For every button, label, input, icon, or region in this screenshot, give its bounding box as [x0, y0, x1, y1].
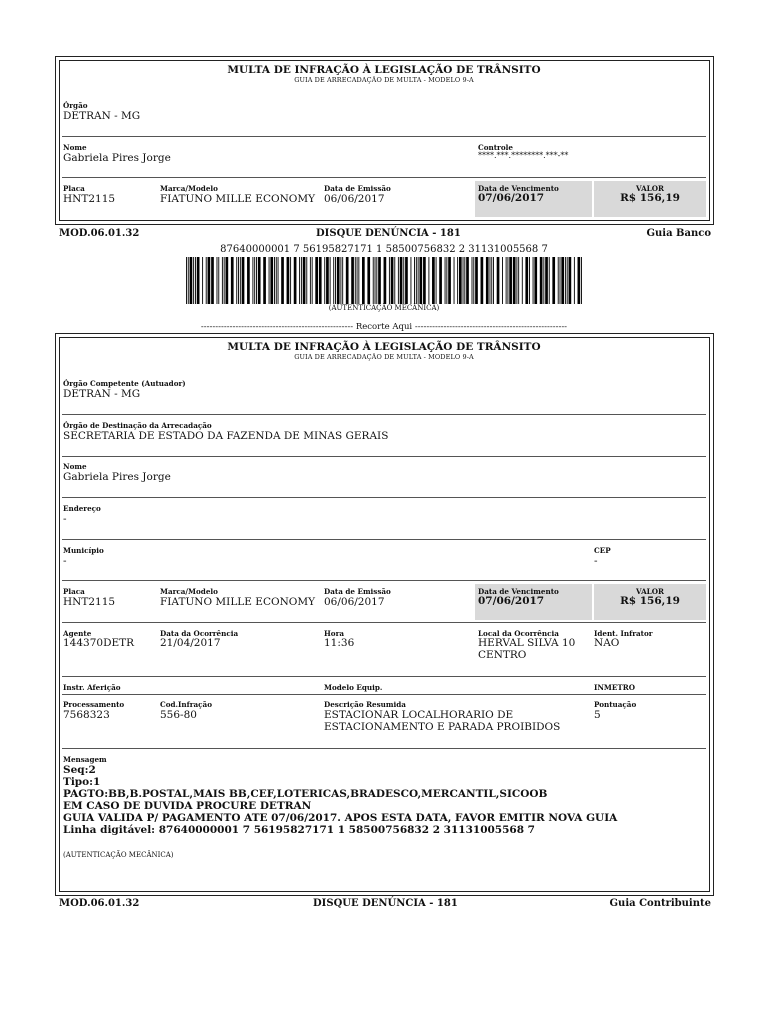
footer-banco-guia: Guia Banco — [646, 228, 711, 239]
bottom-marca-value: FIATUNO MILLE ECONOMY — [160, 596, 316, 608]
local-value-line1: HERVAL SILVA 10 — [478, 637, 576, 649]
descricao-value-line1: ESTACIONAR LOCALHORARIO DE — [324, 709, 514, 721]
top-valor-value: R$ 156,19 — [620, 192, 680, 204]
divider — [62, 539, 706, 540]
footer-contribuinte-mod: MOD.06.01.32 — [59, 898, 140, 909]
barcode-image — [186, 257, 582, 304]
divider — [62, 177, 706, 178]
orgao-comp-label: Órgão Competente (Autuador) — [63, 379, 186, 388]
divider — [62, 622, 706, 623]
divider — [62, 497, 706, 498]
mensagem-line: Linha digitável: 87640000001 7 56195827171 1 58500756832 2 31131005568 7 — [63, 824, 535, 836]
inmetro-label: INMETRO — [594, 683, 635, 692]
bottom-subtitle: GUIA DE ARRECADAÇÃO DE MULTA - MODELO 9-A — [294, 353, 474, 361]
ocorrencia-value: 21/04/2017 — [160, 637, 221, 649]
hora-label: Hora — [324, 629, 345, 638]
cod-infracao-label: Cod.Infração — [160, 700, 212, 709]
bottom-marca-label: Marca/Modelo — [160, 587, 218, 596]
divider — [62, 580, 706, 581]
pontuacao-label: Pontuação — [594, 700, 637, 709]
orgao-dest-value: SECRETARIA DE ESTADO DA FAZENDA DE MINAS GERAIS — [63, 430, 389, 442]
ident-value: NAO — [594, 637, 620, 649]
divider — [62, 414, 706, 415]
top-subtitle: GUIA DE ARRECADAÇÃO DE MULTA - MODELO 9-A — [294, 76, 474, 84]
top-valor-label: VALOR — [636, 184, 664, 193]
bottom-valor-label: VALOR — [636, 587, 664, 596]
bottom-emissao-label: Data de Emissão — [324, 587, 391, 596]
barcode-digits: 87640000001 7 56195827171 1 58500756832 2 31131005568 7 — [220, 244, 548, 255]
bottom-placa-label: Placa — [63, 587, 85, 596]
ident-label: Ident. Infrator — [594, 629, 653, 638]
top-nome-value: Gabriela Pires Jorge — [63, 152, 171, 164]
descricao-label: Descrição Resumida — [324, 700, 406, 709]
top-nome-label: Nome — [63, 143, 87, 152]
bottom-placa-value: HNT2115 — [63, 596, 116, 608]
mensagem-line: EM CASO DE DUVIDA PROCURE DETRAN — [63, 800, 312, 812]
local-label: Local da Ocorrência — [478, 629, 559, 638]
footer-banco-mod: MOD.06.01.32 — [59, 228, 140, 239]
top-controle-label: Controle — [478, 143, 513, 152]
bottom-valor-value: R$ 156,19 — [620, 595, 680, 607]
top-controle-value: ****.***.********.***-** — [478, 151, 569, 160]
municipio-label: Município — [63, 546, 104, 555]
bottom-vencimento-label: Data de Vencimento — [478, 587, 559, 596]
processamento-label: Processamento — [63, 700, 125, 709]
orgao-comp-value: DETRAN - MG — [63, 388, 141, 400]
top-orgao-value: DETRAN - MG — [63, 110, 141, 122]
bottom-vencimento-value: 07/06/2017 — [478, 595, 545, 607]
top-emissao-label: Data de Emissão — [324, 184, 391, 193]
top-marca-label: Marca/Modelo — [160, 184, 218, 193]
barcode-autentica: (AUTENTICAÇÃO MECÂNICA) — [328, 304, 440, 312]
divider — [62, 748, 706, 749]
bottom-autentica: (AUTENTICAÇÃO MECÂNICA) — [63, 851, 174, 859]
top-vencimento-value: 07/06/2017 — [478, 192, 545, 204]
bottom-nome-label: Nome — [63, 462, 87, 471]
top-marca-value: FIATUNO MILLE ECONOMY — [160, 193, 316, 205]
footer-banco-disque: DISQUE DENÚNCIA - 181 — [316, 228, 461, 239]
footer-contribuinte-disque: DISQUE DENÚNCIA - 181 — [313, 898, 458, 909]
cep-label: CEP — [594, 546, 611, 555]
descricao-value-line2: ESTACIONAMENTO E PARADA PROIBIDOS — [324, 721, 561, 733]
hora-value: 11:36 — [324, 637, 355, 649]
divider — [62, 456, 706, 457]
bottom-title: MULTA DE INFRAÇÃO À LEGISLAÇÃO DE TRÂNSITO — [227, 341, 541, 353]
endereco-label: Endereço — [63, 504, 101, 513]
bottom-nome-value: Gabriela Pires Jorge — [63, 471, 171, 483]
top-title: MULTA DE INFRAÇÃO À LEGISLAÇÃO DE TRÂNSITO — [227, 64, 541, 76]
local-value-line2: CENTRO — [478, 649, 527, 661]
ocorrencia-label: Data da Ocorrência — [160, 629, 239, 638]
agente-label: Agente — [63, 629, 92, 638]
mensagem-line: Tipo:1 — [63, 776, 101, 788]
top-orgao-label: Órgão — [63, 101, 88, 110]
divider — [62, 694, 706, 695]
bottom-emissao-value: 06/06/2017 — [324, 596, 385, 608]
municipio-value: - — [63, 555, 67, 567]
orgao-dest-label: Órgão de Destinação da Arrecadação — [63, 421, 212, 430]
pontuacao-value: 5 — [594, 709, 601, 721]
top-placa-label: Placa — [63, 184, 85, 193]
cod-infracao-value: 556-80 — [160, 709, 197, 721]
mensagem-line: PAGTO:BB,B.POSTAL,MAIS BB,CEF,LOTERICAS,BRADESCO,MERCANTIL,SICOOB — [63, 788, 548, 800]
endereco-value: - — [63, 513, 67, 525]
top-vencimento-label: Data de Vencimento — [478, 184, 559, 193]
cep-value: - — [594, 555, 598, 567]
recorte-line: ----------------------------------------------------- Recorte Aqui ----------------------------------------------------- — [200, 322, 568, 332]
divider — [62, 676, 706, 677]
mensagem-line: GUIA VALIDA P/ PAGAMENTO ATE 07/06/2017. APOS ESTA DATA, FAVOR EMITIR NOVA GUIA — [63, 812, 618, 824]
agente-value: 144370DETR — [63, 637, 135, 649]
footer-contribuinte-guia: Guia Contribuinte — [609, 898, 711, 909]
processamento-value: 7568323 — [63, 709, 110, 721]
top-emissao-value: 06/06/2017 — [324, 193, 385, 205]
top-placa-value: HNT2115 — [63, 193, 116, 205]
divider — [62, 136, 706, 137]
modelo-equip-label: Modelo Equip. — [324, 683, 383, 692]
afericao-label: Instr. Aferição — [63, 683, 121, 692]
mensagem-label: Mensagem — [63, 755, 107, 764]
mensagem-line: Seq:2 — [63, 764, 96, 776]
